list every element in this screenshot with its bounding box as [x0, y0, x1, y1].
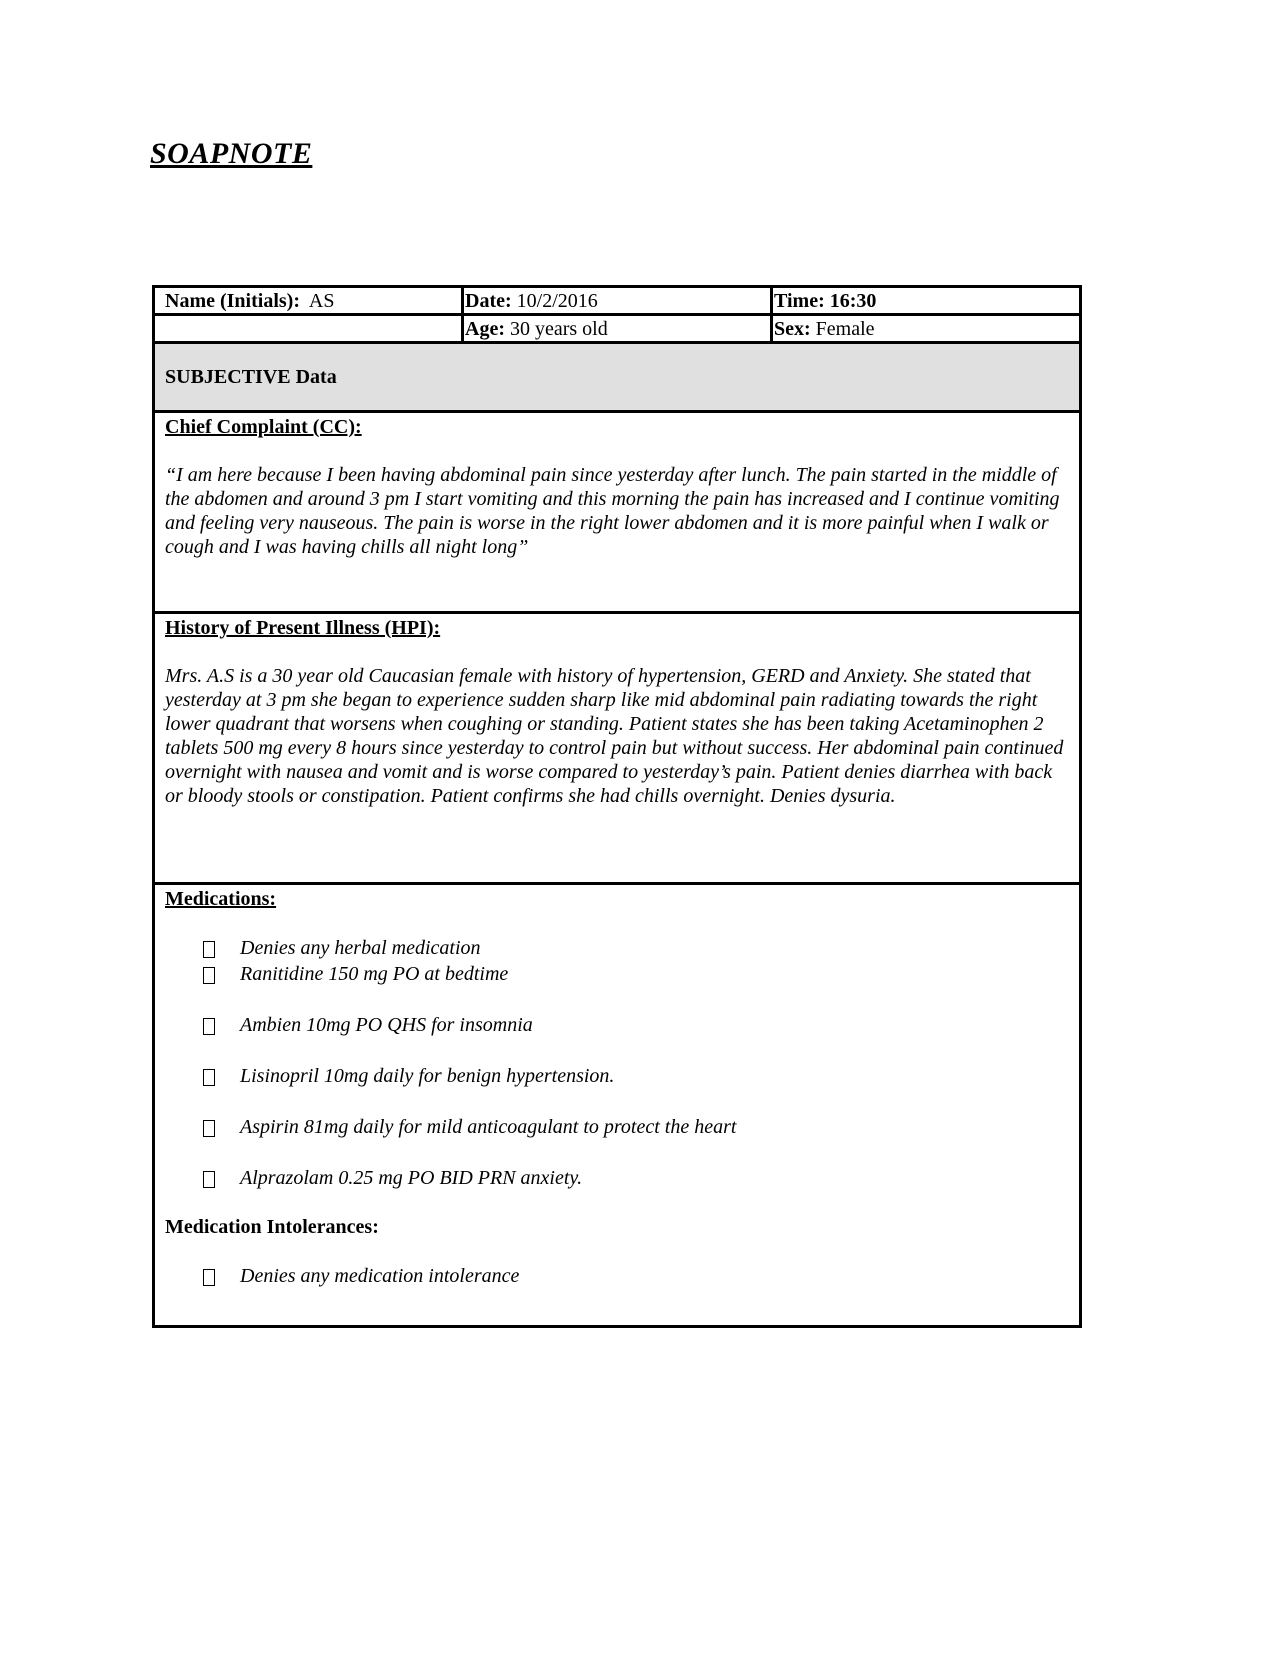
medication-intolerances-heading: Medication Intolerances: — [165, 1216, 379, 1238]
name-label: Name (Initials): — [165, 290, 300, 312]
medication-text: Lisinopril 10mg daily for benign hypertension. — [240, 1065, 615, 1087]
medication-text: Denies any herbal medication — [240, 937, 481, 959]
date-cell — [463, 287, 772, 315]
age-label: Age: — [465, 318, 505, 340]
time-value: 16:30 — [829, 290, 877, 312]
empty-cell — [154, 315, 463, 343]
medication-item — [165, 935, 1069, 961]
time-cell — [772, 287, 1081, 315]
checkbox-icon — [203, 1269, 215, 1286]
medication-item — [165, 1012, 1069, 1038]
medication-list — [165, 935, 1069, 1191]
medication-text: Ranitidine 150 mg PO at bedtime — [240, 963, 509, 985]
checkbox-icon — [203, 967, 215, 984]
age-value: 30 years old — [509, 318, 608, 340]
medication-item — [165, 1165, 1069, 1191]
medications-heading: Medications: — [165, 888, 277, 910]
sex-cell — [772, 315, 1081, 343]
chief-complaint-heading: Chief Complaint (CC): — [165, 416, 362, 438]
medication-text: Alprazolam 0.25 mg PO BID PRN anxiety. — [240, 1167, 583, 1189]
medications-cell — [154, 884, 1081, 1327]
hpi-row — [154, 613, 1081, 884]
name-value: AS — [308, 290, 335, 312]
checkbox-icon — [203, 1018, 215, 1035]
checkbox-icon — [203, 1120, 215, 1137]
date-label: Date: — [465, 290, 512, 312]
intolerance-item — [165, 1263, 1069, 1289]
intolerance-list — [165, 1263, 1069, 1289]
hpi-cell — [154, 613, 1081, 884]
age-cell — [463, 315, 772, 343]
medication-item — [165, 1114, 1069, 1140]
header-row-1 — [154, 287, 1081, 315]
soap-note-table — [152, 285, 1082, 1328]
checkbox-icon — [203, 1171, 215, 1188]
intolerance-text: Denies any medication intolerance — [240, 1265, 520, 1287]
hpi-heading: History of Present Illness (HPI): — [165, 617, 441, 639]
medication-text: Aspirin 81mg daily for mild anticoagulant to protect the heart — [240, 1116, 737, 1138]
medication-item — [165, 1063, 1069, 1089]
date-value: 10/2/2016 — [516, 290, 598, 312]
chief-complaint-row — [154, 412, 1081, 613]
medications-row — [154, 884, 1081, 1327]
checkbox-icon — [203, 941, 215, 958]
chief-complaint-cell — [154, 412, 1081, 613]
checkbox-icon — [203, 1069, 215, 1086]
time-label: Time: — [774, 290, 825, 312]
sex-value: Female — [815, 318, 875, 340]
name-cell — [154, 287, 463, 315]
subjective-row — [154, 343, 1081, 412]
medication-text: Ambien 10mg PO QHS for insomnia — [240, 1014, 533, 1036]
header-row-2 — [154, 315, 1081, 343]
document-title: SOAPNOTE — [150, 137, 313, 170]
hpi-text: Mrs. A.S is a 30 year old Caucasian female with history of hypertension, GERD and Anxiety. She stated that yesterday at 3 pm she began to experience sudden sharp like mid abdominal pain radiating towards the right lower quadrant that worsens when coughing or standing. Patient states she has been taking Acetaminophen 2 tablets 500 mg every 8 hours since yesterday to control pain but without success. Her abdominal pain continued overnight with nausea and vomit and is worse compared to yesterday’s pain. Patient denies diarrhea with back or bloody stools or constipation. Patient confirms she had chills overnight. Denies dysuria. — [165, 665, 1064, 807]
medication-item — [165, 961, 1069, 987]
chief-complaint-text: “I am here because I been having abdominal pain since yesterday after lunch. The pain started in the middle of the abdomen and around 3 pm I start vomiting and this morning the pain has increased and I continue vomiting and feeling very nauseous. The pain is worse in the right lower abdomen and it is more painful when I walk or cough and I was having chills all night long” — [165, 464, 1060, 558]
sex-label: Sex: — [774, 318, 811, 340]
subjective-heading: SUBJECTIVE Data — [154, 343, 1081, 412]
